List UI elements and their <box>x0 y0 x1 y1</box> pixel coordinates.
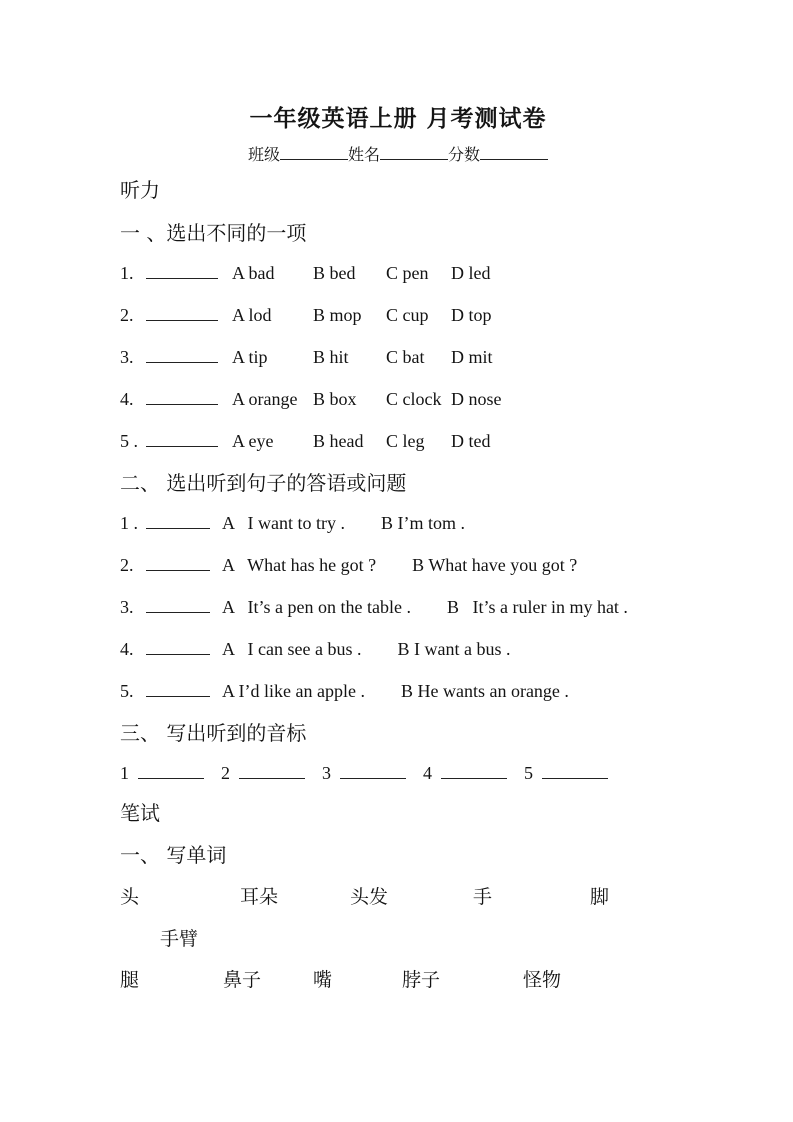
word-neck: 脖子 <box>402 969 441 991</box>
option-a: A I can see a bus . <box>222 639 362 659</box>
option-b: B head <box>313 431 364 451</box>
option-a: A I want to try . <box>222 513 345 533</box>
word-mouth: 嘴 <box>313 969 333 991</box>
item-number: 5 . <box>120 431 138 451</box>
written-section1-heading: 一、 写单词 <box>120 843 227 867</box>
item-number: 4. <box>120 639 134 659</box>
option-d: D top <box>451 305 492 325</box>
item-number: 5. <box>120 681 134 701</box>
option-b: B I want a bus . <box>397 639 511 659</box>
answer-blank <box>340 762 406 779</box>
answer-blank <box>146 638 210 655</box>
listening-s1-item-4 <box>120 386 676 412</box>
word-head: 头 <box>120 886 140 908</box>
listening-s1-item-3 <box>120 344 676 370</box>
word-leg: 腿 <box>120 969 140 991</box>
blank-number: 2 <box>221 763 230 783</box>
answer-blank <box>146 262 218 279</box>
answer-blank <box>146 596 210 613</box>
listening-s2-item-4 <box>120 636 676 662</box>
listening-s1-item-1 <box>120 260 676 286</box>
answer-blank <box>146 304 218 321</box>
phonetic-blank-group-3 <box>322 760 406 786</box>
option-b: B He wants an orange . <box>400 681 569 701</box>
listening-s2-item-1 <box>120 510 676 536</box>
option-c: C bat <box>386 347 425 367</box>
listening-section1-heading: 一 、选出不同的一项 <box>120 221 307 245</box>
word-nose: 鼻子 <box>223 969 262 991</box>
listening-heading: 听力 <box>120 178 160 202</box>
listening-s2-item-5 <box>120 678 676 704</box>
option-b: B bed <box>313 263 356 283</box>
listening-s2-item-3 <box>120 594 676 620</box>
word-row-1 <box>120 884 676 910</box>
option-c: C leg <box>386 431 425 451</box>
answer-blank <box>239 762 305 779</box>
option-a: A What has he got ? <box>222 555 377 575</box>
option-b: B It’s a ruler in my hat . <box>446 597 628 617</box>
option-a: A eye <box>232 431 274 451</box>
phonetic-blanks-row <box>120 760 676 786</box>
option-a: A orange <box>232 389 298 409</box>
option-a: A I’d like an apple . <box>222 681 365 701</box>
item-number: 1 . <box>120 513 138 533</box>
page-title: 一年级英语上册 月考测试卷 <box>249 106 547 132</box>
option-b: B box <box>313 389 357 409</box>
answer-blank <box>146 680 210 697</box>
phonetic-blank-group-5 <box>524 760 608 786</box>
blank-number: 3 <box>322 763 331 783</box>
option-b: B mop <box>313 305 362 325</box>
word-row-3 <box>120 967 676 993</box>
option-d: D ted <box>451 431 491 451</box>
listening-s1-item-2 <box>120 302 676 328</box>
listening-section2-heading: 二、 选出听到句子的答语或问题 <box>120 471 407 495</box>
class-label: 班级 <box>247 147 280 164</box>
answer-blank <box>542 762 608 779</box>
answer-blank <box>146 388 218 405</box>
option-d: D led <box>451 263 491 283</box>
option-a: A tip <box>232 347 268 367</box>
answer-blank <box>146 512 210 529</box>
score-label: 分数 <box>448 147 481 164</box>
option-c: C cup <box>386 305 429 325</box>
blank-number: 1 <box>120 763 129 783</box>
score-blank <box>480 143 548 160</box>
answer-blank <box>146 430 218 447</box>
answer-blank <box>138 762 204 779</box>
option-a: A bad <box>232 263 275 283</box>
word-monster: 怪物 <box>523 969 562 991</box>
phonetic-blank-group-2 <box>221 760 305 786</box>
option-d: D mit <box>451 347 493 367</box>
word-arm: 手臂 <box>160 928 199 950</box>
word-ear: 耳朵 <box>240 886 279 908</box>
student-info-line <box>120 143 676 167</box>
option-b: B I’m tom . <box>381 513 465 533</box>
item-number: 4. <box>120 389 134 409</box>
word-hand: 手 <box>473 886 493 908</box>
answer-blank <box>146 554 210 571</box>
class-blank <box>280 143 348 160</box>
listening-section3-heading: 三、 写出听到的音标 <box>120 721 307 745</box>
word-foot: 脚 <box>590 886 610 908</box>
item-number: 1. <box>120 263 134 283</box>
listening-s2-item-2 <box>120 552 676 578</box>
word-hair: 头发 <box>350 886 389 908</box>
phonetic-blank-group-4 <box>423 760 507 786</box>
option-a: A lod <box>232 305 272 325</box>
blank-number: 5 <box>524 763 533 783</box>
item-number: 3. <box>120 597 134 617</box>
word-row-2 <box>120 926 676 952</box>
phonetic-blank-group-1 <box>120 760 204 786</box>
option-b: B hit <box>313 347 349 367</box>
name-blank <box>380 143 448 160</box>
option-c: C clock <box>386 389 442 409</box>
option-d: D nose <box>451 389 502 409</box>
option-b: B What have you got ? <box>412 555 578 575</box>
answer-blank <box>146 346 218 363</box>
option-a: A It’s a pen on the table . <box>222 597 411 617</box>
name-label: 姓名 <box>347 147 380 164</box>
blank-number: 4 <box>423 763 432 783</box>
written-heading: 笔试 <box>120 801 160 825</box>
item-number: 2. <box>120 305 134 325</box>
answer-blank <box>441 762 507 779</box>
item-number: 3. <box>120 347 134 367</box>
listening-s1-item-5 <box>120 428 676 454</box>
item-number: 2. <box>120 555 134 575</box>
option-c: C pen <box>386 263 429 283</box>
